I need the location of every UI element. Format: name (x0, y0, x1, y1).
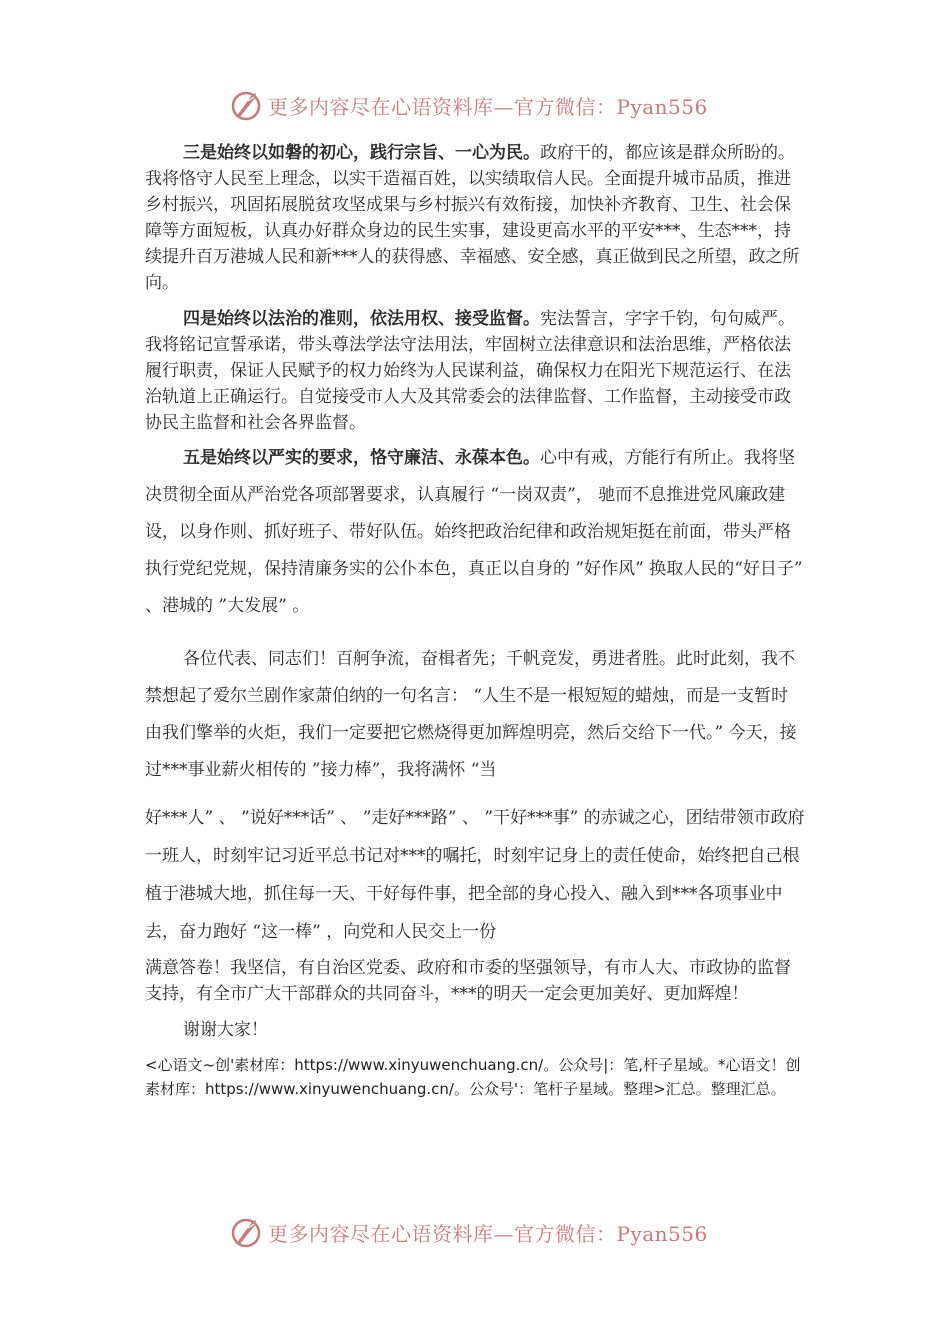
paragraph-five (145, 440, 805, 625)
source-note: <心语文~创'素材库：https://www.xinyuwenchuang.cn/。公众号|：笔,杆子星域。*心语文！创素材库：https://www.xinyuwenchuang.cn/。公众号'：笔杆子星域。整理>汇总。整理汇总。 (145, 1056, 801, 1098)
paragraph-six-part-b: 好***人” 、 ”说好***话” 、 ”走好***路” 、 ”干好***事” 的赤诚之心，团结带领市政府一班人，时刻牢记习近平总书记对***的嘱托，时刻牢记身上的责任使命，始终把自己根植于港城大地，抓住每一天、干好每件事，把全部的身心投入、融入到***各项事业中去，奋力跑好 “这一棒” ，向党和人民交上一份 (145, 808, 805, 942)
paragraph-six-part-a: 各位代表、同志们！百舸争流，奋楫者先；千帆竞发，勇进者胜。此时此刻，我不禁想起了爱尔兰剧作家萧伯纳的一句名言： “人生不是一根短短的蜡烛，而是一支暂时由我们擎举的火炬，我们一定要把它燃烧得更加辉煌明亮，然后交给下一代。” 今天，接过***事业薪火相传的 ”接力棒”，我将满怀 “当 (145, 649, 797, 780)
closing-thanks: 谢谢大家！ (183, 1020, 268, 1040)
quill-logo-icon (228, 87, 264, 123)
paragraph-four-body: 宪法誓言，字字千钧，句句威严。我将铭记宣誓承诺，带头尊法学法守法用法，牢固树立法律意识和法治思维，严格依法履行职责，保证人民赋予的权力始终为人民谋利益，确保权力在阳光下规范运行、在法治轨道上正确运行。自觉接受市人大及其常委会的法律监督、工作监督，主动接受市政协民主监督和社会各界监督。 (145, 309, 795, 433)
paragraph-three-body: 政府干的，都应该是群众所盼的。我将恪守人民至上理念，以实干造福百姓，以实绩取信人民。全面提升城市品质，推进乡村振兴，巩固拓展脱贫攻坚成果与乡村振兴有效衔接，加快补齐教育、卫生、社会保障等方面短板，认真办好群众身边的民生实事，建设更高水平的平安***、生态***，持续提升百万港城人民和新***人的获得感、幸福感、安全感，真正做到民之所望，政之所向。 (145, 143, 800, 293)
paragraph-six-part-c: 满意答卷！我坚信，有自治区党委、政府和市委的坚强领导，有市人大、市政协的监督支持，有全市广大干部群众的共同奋斗，***的明天一定会更加美好、更加辉煌！ (145, 958, 791, 1004)
banner-text: 更多内容尽在心语资料库—官方微信：Pyan556 (268, 94, 708, 119)
document-body (145, 140, 805, 1101)
paragraph-three-lead: 三是始终以如磐的初心，践行宗旨、一心为民。 (183, 143, 540, 163)
quill-logo-icon (228, 1214, 264, 1250)
header-banner (228, 85, 748, 125)
banner-text: 更多内容尽在心语资料库—官方微信：Pyan556 (268, 1221, 708, 1246)
paragraph-five-lead: 五是始终以严实的要求，恪守廉洁、永葆本色。 (183, 448, 540, 468)
paragraph-five-body: 心中有戒，方能行有所止。我将坚决贯彻全面从严治党各项部署要求，认真履行 “一岗双责”， 驰而不息推进党风廉政建设，以身作则、抓好班子、带好队伍。始终把政治纪律和政治规矩挺在前面，带头严格执行党纪党规，保持清廉务实的公仆本色，真正以自身的 ”好作风” 换取人民的“好日子” 、港城的 ”大发展” 。 (145, 448, 803, 616)
paragraph-four (145, 306, 805, 436)
paragraph-four-lead: 四是始终以法治的准则，依法用权、接受监督。 (183, 309, 540, 329)
paragraph-three (145, 140, 805, 296)
footer-banner (228, 1212, 748, 1252)
